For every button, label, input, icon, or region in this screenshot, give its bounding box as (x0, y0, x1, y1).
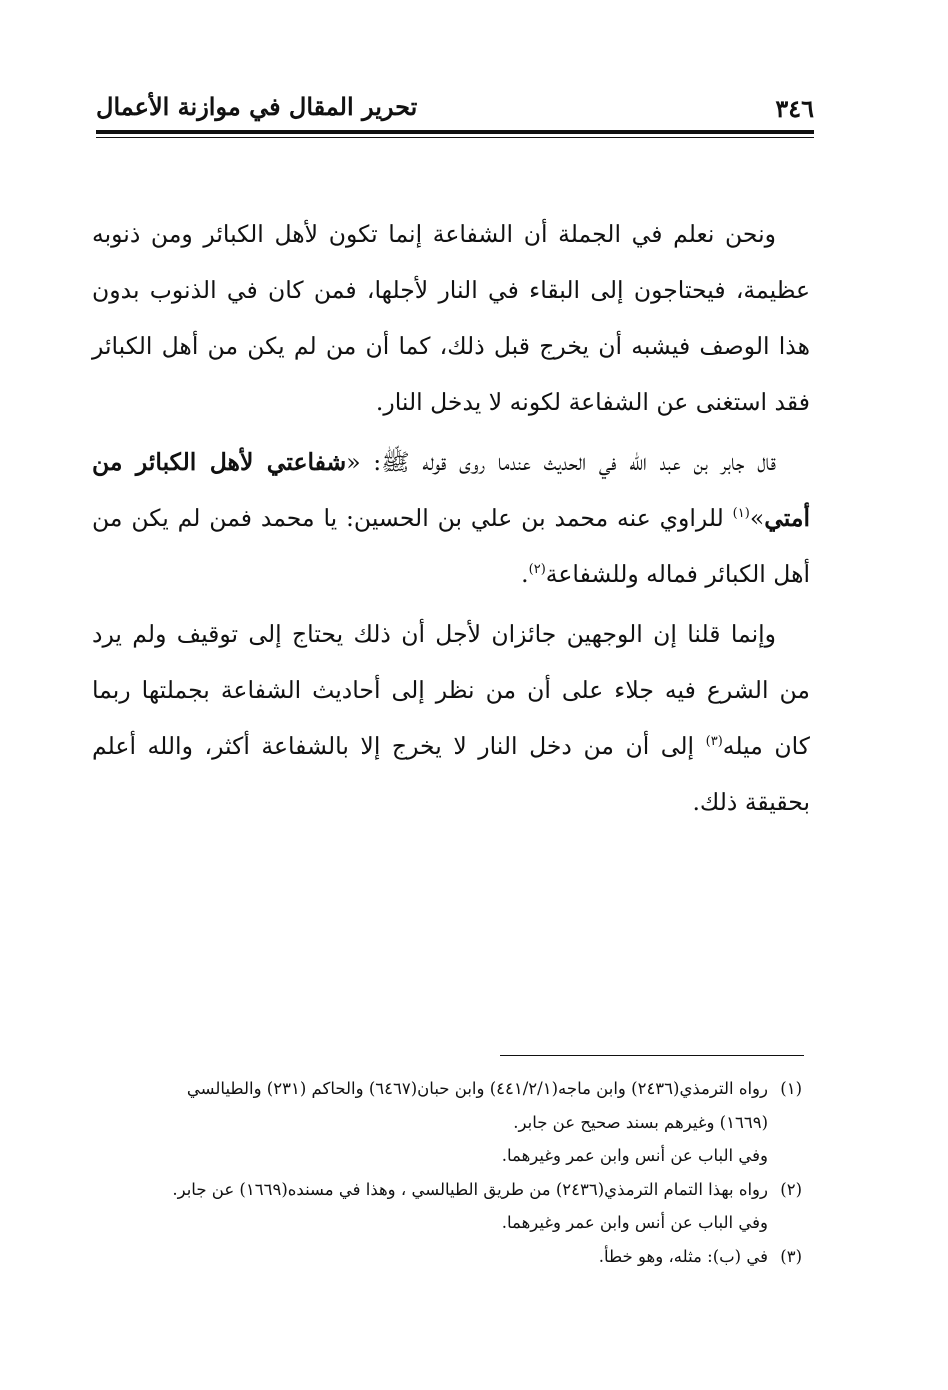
footnote-1-line-3: وفي الباب عن أنس وابن عمر وغيرهما. (501, 1146, 768, 1165)
footnote-number: (١) (780, 1079, 802, 1098)
hadith-text: شفاعتي لأهل الكبائر من أمتي (92, 448, 810, 532)
paragraph-2 (92, 434, 810, 602)
footnote-ref-2[interactable]: (٢) (528, 562, 546, 578)
paragraph-3 (92, 606, 810, 830)
footnotes (80, 1072, 802, 1273)
footnote-text: في (ب): مثله، وهو خطأ. (598, 1246, 768, 1266)
footnote-separator (500, 1055, 804, 1056)
main-text (92, 206, 810, 830)
paragraph-1: ونحن نعلم في الجملة أن الشفاعة إنما تكون لأهل الكبائر ومن ذنوبه عظيمة، فيحتاجون إلى البقاء في النار لأجلها، فمن كان في الذنوب بدون هذا الوصف فيشبه أن يخرج قبل ذلك، كما أن من لم يكن من أهل الكبائر فقد استغنى عن الشفاعة لكونه لا يدخل النار. (92, 220, 810, 416)
footnote-text: رواه الترمذي(٢٤٣٦) وابن ماجه(٤٤١/٢/١) وابن حبان(٦٤٦٧) والحاكم (٢٣١) والطيالسي (186, 1079, 768, 1098)
footnote-ref-1[interactable]: (١) (732, 506, 750, 522)
paragraph-2-body: للراوي عنه محمد بن علي بن الحسين: يا محمد فمن لم يكن من أهل الكبائر فماله وللشفاعة (92, 504, 810, 588)
footnote-ref-3[interactable]: (٣) (705, 734, 723, 750)
footnote-number: (٢) (780, 1179, 802, 1199)
footnote-1-line-2: (١٦٦٩) وغيرهم بسند صحيح عن جابر. (513, 1112, 768, 1132)
footnote-number: (٣) (780, 1246, 802, 1266)
paragraph-2-end: . (521, 560, 529, 588)
footnote-1 (80, 1072, 802, 1106)
page-header (96, 86, 814, 126)
page-number: ٣٤٦ (775, 94, 814, 123)
paragraph-3-body: إلى أن من دخل النار لا يخرج إلا بالشفاعة أكثر، والله أعلم بحقيقة ذلك. (92, 732, 810, 816)
paragraph-3-intro: وإنما قلنا إن الوجهين جائزان لأجل أن ذلك يحتاج إلى توقيف ولم يرد من الشرع فيه جلاء على أن من نظر إلى أحاديث الشفاعة بجملتها ربما كان ميله (92, 620, 810, 760)
running-title: تحرير المقال في موازنة الأعمال (96, 92, 418, 121)
footnote-2-line-2: وفي الباب عن أنس وابن عمر وغيرهما. (501, 1213, 768, 1232)
header-rule-thin (96, 137, 814, 138)
footnote-2 (80, 1173, 802, 1207)
footnote-text: رواه بهذا التمام الترمذي(٢٤٣٦) من طريق الطيالسي ، وهذا في مسنده(١٦٦٩) عن جابر. (172, 1179, 768, 1199)
quote-close: » (749, 504, 765, 532)
footnote-3 (80, 1240, 802, 1274)
header-rule (96, 130, 814, 134)
paragraph-2-intro: قال جابر بن عبد الله في الحديث عندما روى قوله ﷺ: « (346, 448, 776, 476)
